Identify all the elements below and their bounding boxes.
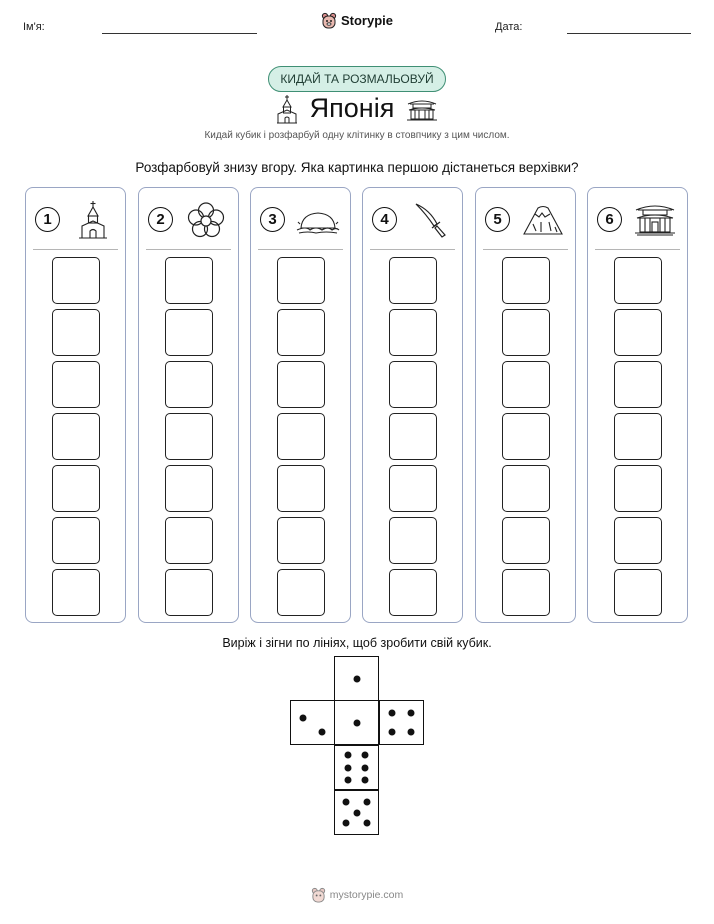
column-2 xyxy=(138,187,239,623)
column-header xyxy=(363,198,462,238)
column-divider xyxy=(146,249,231,250)
color-cell[interactable] xyxy=(277,309,325,356)
color-cell[interactable] xyxy=(502,517,550,564)
mountain-icon xyxy=(521,200,565,240)
die-face-top xyxy=(334,656,379,701)
die-pip xyxy=(318,728,325,735)
color-cell[interactable] xyxy=(502,569,550,616)
color-cell[interactable] xyxy=(52,361,100,408)
die-pip xyxy=(344,752,351,759)
die-pip xyxy=(362,764,369,771)
color-cell[interactable] xyxy=(277,517,325,564)
die-pip xyxy=(300,715,307,722)
color-cell[interactable] xyxy=(277,465,325,512)
color-cell[interactable] xyxy=(277,413,325,460)
column-divider xyxy=(595,249,680,250)
color-cell[interactable] xyxy=(614,569,662,616)
color-cell[interactable] xyxy=(502,309,550,356)
die-pip xyxy=(342,820,349,827)
brand-name: Storypie xyxy=(340,13,393,28)
die-pip xyxy=(353,719,360,726)
die-face-bottom xyxy=(334,790,379,835)
color-cell[interactable] xyxy=(389,309,437,356)
column-4 xyxy=(362,187,463,623)
column-number: 4 xyxy=(372,207,397,232)
color-cell[interactable] xyxy=(52,257,100,304)
die-pip xyxy=(344,764,351,771)
temple-icon xyxy=(406,97,438,121)
name-label: Ім'я: xyxy=(23,21,45,33)
column-number: 1 xyxy=(35,207,60,232)
color-cell[interactable] xyxy=(502,413,550,460)
storypie-mascot-icon xyxy=(321,12,337,29)
die-pip xyxy=(389,710,396,717)
die-pip xyxy=(353,675,360,682)
footer xyxy=(0,887,714,903)
column-divider xyxy=(33,249,118,250)
color-cell[interactable] xyxy=(165,413,213,460)
color-cell[interactable] xyxy=(389,465,437,512)
color-cell[interactable] xyxy=(277,569,325,616)
die-pip xyxy=(344,776,351,783)
sword-icon xyxy=(408,200,452,240)
date-label: Дата: xyxy=(495,21,523,33)
color-cell[interactable] xyxy=(502,361,550,408)
die-pip xyxy=(362,752,369,759)
color-cell[interactable] xyxy=(389,413,437,460)
color-cell[interactable] xyxy=(614,465,662,512)
column-header xyxy=(588,198,687,238)
activity-badge: КИДАЙ ТА РОЗМАЛЬОВУЙ xyxy=(268,66,446,92)
brand-logo xyxy=(0,12,714,29)
die-face-lower xyxy=(334,745,379,790)
color-cell[interactable] xyxy=(52,465,100,512)
church-icon xyxy=(276,94,298,124)
name-line[interactable] xyxy=(102,33,257,34)
die-pip xyxy=(353,809,360,816)
color-cell[interactable] xyxy=(165,465,213,512)
color-cell[interactable] xyxy=(52,309,100,356)
flower-icon xyxy=(184,200,228,240)
die-pip xyxy=(407,728,414,735)
column-3 xyxy=(250,187,351,623)
column-number: 3 xyxy=(260,207,285,232)
storypie-mascot-icon xyxy=(311,887,326,903)
color-cell[interactable] xyxy=(165,257,213,304)
column-5 xyxy=(475,187,576,623)
die-pip xyxy=(407,710,414,717)
title-row xyxy=(0,93,714,124)
color-cell[interactable] xyxy=(389,517,437,564)
color-cell[interactable] xyxy=(165,309,213,356)
color-cell[interactable] xyxy=(502,257,550,304)
color-cell[interactable] xyxy=(614,517,662,564)
roll-instruction: Кидай кубик і розфарбуй одну клітинку в стовпчику з цим числом. xyxy=(204,130,510,141)
date-line[interactable] xyxy=(567,33,691,34)
rock-icon xyxy=(296,200,340,240)
color-cell[interactable] xyxy=(614,257,662,304)
column-divider xyxy=(258,249,343,250)
die-pip xyxy=(389,728,396,735)
column-divider xyxy=(483,249,568,250)
column-header xyxy=(476,198,575,238)
column-header xyxy=(26,198,125,238)
die-pip xyxy=(364,820,371,827)
color-cell[interactable] xyxy=(165,569,213,616)
page-title: Японія xyxy=(309,93,395,123)
column-6 xyxy=(587,187,688,623)
color-cell[interactable] xyxy=(389,569,437,616)
column-header xyxy=(251,198,350,238)
race-question: Розфарбовуй знизу вгору. Яка картинка першою дістанеться верхівки? xyxy=(135,160,579,175)
die-pip xyxy=(364,798,371,805)
color-cell[interactable] xyxy=(614,413,662,460)
color-cell[interactable] xyxy=(52,517,100,564)
color-cell[interactable] xyxy=(277,361,325,408)
footer-url[interactable]: mystorypie.com xyxy=(329,889,404,901)
color-cell[interactable] xyxy=(502,465,550,512)
column-header xyxy=(139,198,238,238)
die-pip xyxy=(362,776,369,783)
die-pip xyxy=(342,798,349,805)
column-number: 2 xyxy=(148,207,173,232)
color-cell[interactable] xyxy=(165,361,213,408)
column-1 xyxy=(25,187,126,623)
color-cell[interactable] xyxy=(614,361,662,408)
church-icon xyxy=(71,200,115,240)
color-cell[interactable] xyxy=(389,257,437,304)
color-cell[interactable] xyxy=(52,569,100,616)
column-divider xyxy=(370,249,455,250)
color-cell[interactable] xyxy=(389,361,437,408)
color-cell[interactable] xyxy=(277,257,325,304)
column-number: 5 xyxy=(485,207,510,232)
temple-icon xyxy=(633,200,677,240)
column-number: 6 xyxy=(597,207,622,232)
color-cell[interactable] xyxy=(52,413,100,460)
color-cell[interactable] xyxy=(165,517,213,564)
die-face-left xyxy=(290,700,335,745)
color-cell[interactable] xyxy=(614,309,662,356)
die-face-center xyxy=(334,700,379,745)
die-face-right xyxy=(379,700,424,745)
cut-instruction: Виріж і зігни по лініях, щоб зробити свій кубик. xyxy=(222,636,492,650)
